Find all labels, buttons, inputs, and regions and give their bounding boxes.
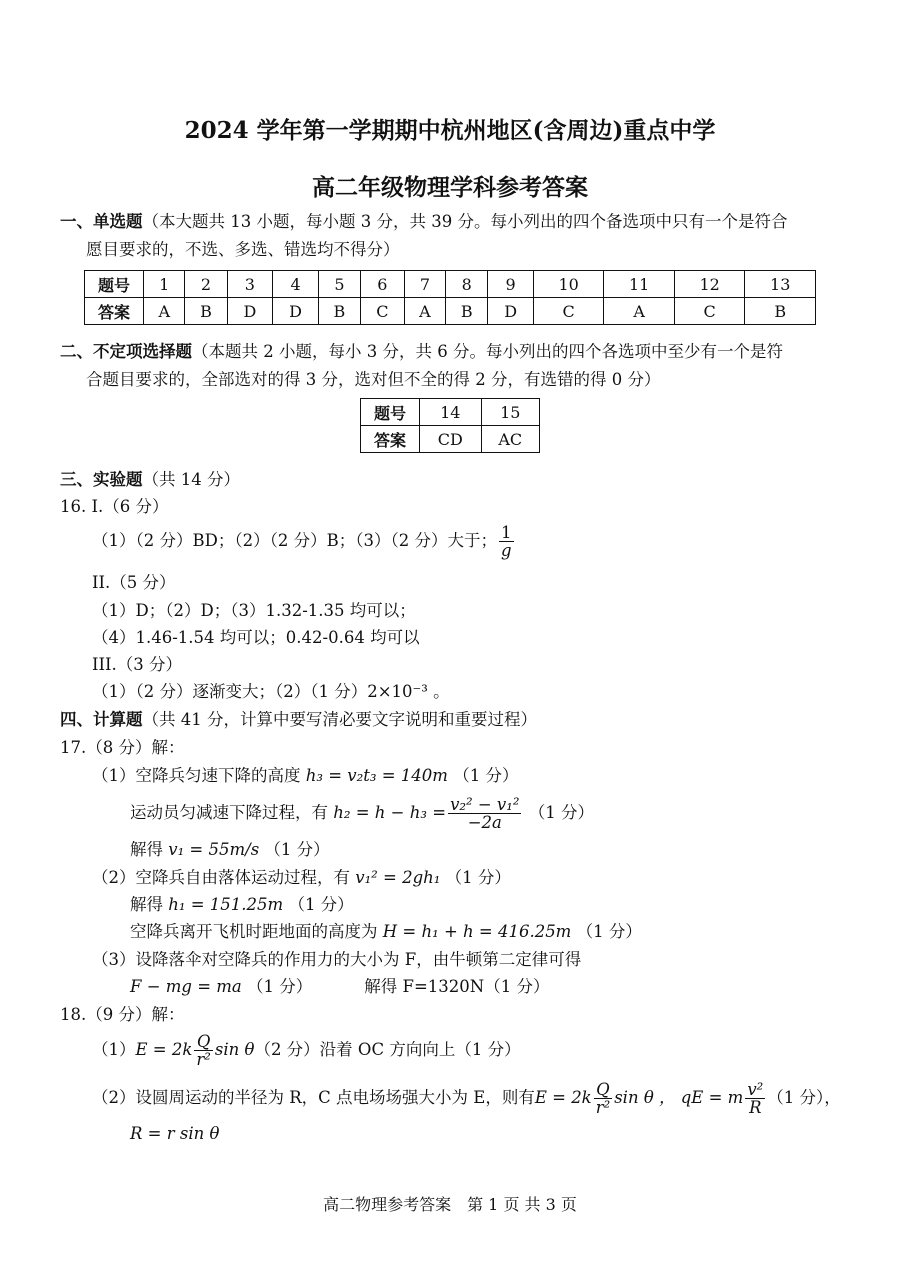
table-cell: 1 xyxy=(144,271,185,298)
fraction-numerator: Q xyxy=(194,1033,213,1051)
page-footer: 高二物理参考答案 第 1 页 共 3 页 xyxy=(323,1195,577,1214)
q17-text: 运动员匀减速下降过程，有 xyxy=(130,803,328,822)
q18-fraction xyxy=(745,1081,765,1116)
q18-equation: E = 2k xyxy=(534,1088,592,1107)
section2-answer-table xyxy=(360,398,540,453)
fraction-denominator: r² xyxy=(196,1050,211,1069)
q18-equation: E = 2k xyxy=(135,1040,193,1059)
q18-equation: sin θ ， xyxy=(614,1088,676,1107)
table-cell: D xyxy=(227,298,273,325)
q18-part1-line xyxy=(92,1030,521,1070)
q18-equation: R = r sin θ xyxy=(130,1124,220,1143)
table-cell: B xyxy=(745,298,816,325)
section4-desc: （共 41 分，计算中要写清必要文字说明和重要过程） xyxy=(142,710,537,729)
table-row xyxy=(85,298,816,325)
table-cell: CD xyxy=(420,426,482,453)
q17-part3-line2 xyxy=(130,977,549,997)
q18-part2-last xyxy=(130,1124,219,1144)
q17-text: （1）空降兵匀速下降的高度 xyxy=(92,766,301,785)
table-cell: 13 xyxy=(745,271,816,298)
q17-points: （1 分） xyxy=(576,922,642,941)
q18-text: （2 分）沿着 OC 方向向上（1 分） xyxy=(254,1040,521,1059)
q16-iii-heading: III.（3 分） xyxy=(92,655,183,674)
q18-equation: qE = m xyxy=(680,1088,744,1107)
row-label-question: 题号 xyxy=(85,271,144,298)
section2-desc2: 合题目要求的，全部选对的得 3 分，选对但不全的得 2 分，有选错的得 0 分） xyxy=(86,370,661,389)
table-cell: 2 xyxy=(185,271,227,298)
q17-text: （2）空降兵自由落体运动过程，有 xyxy=(92,868,350,887)
q18-text: （2）设圆周运动的半径为 R，C 点电场场强大小为 E，则有 xyxy=(92,1088,535,1107)
q18-fraction xyxy=(594,1081,613,1116)
fraction-numerator: v₂² − v₁² xyxy=(450,795,520,814)
q17-equation: h₂ = h − h₃ = xyxy=(333,803,447,822)
q18-equation: sin θ xyxy=(214,1040,255,1059)
q17-heading: 17.（8 分）解： xyxy=(60,738,185,757)
table-cell: B xyxy=(446,298,488,325)
section1-heading: 一、单选题 xyxy=(60,212,143,231)
q17-text: 解得 xyxy=(130,840,163,859)
q17-points: （1 分） xyxy=(445,868,511,887)
row-label-answer: 答案 xyxy=(85,298,144,325)
q17-fraction xyxy=(448,796,521,831)
q18-fraction xyxy=(194,1033,213,1068)
page-title: 2024 学年第一学期期中杭州地区(含周边)重点中学 xyxy=(184,117,716,144)
q17-points: （1 分） xyxy=(528,803,594,822)
q17-points: （1 分） xyxy=(264,840,330,859)
table-cell: 10 xyxy=(533,271,604,298)
row-label-question: 题号 xyxy=(361,399,420,426)
table-cell: A xyxy=(604,298,675,325)
q18-part2-line xyxy=(92,1078,841,1118)
fraction-denominator: −2a xyxy=(467,813,502,832)
table-cell: 8 xyxy=(446,271,488,298)
section1-desc1: （本大题共 13 小题，每小题 3 分，共 39 分。每小列出的四个备选项中只有一个是符合 xyxy=(142,212,788,231)
table-cell: D xyxy=(273,298,319,325)
q16-heading: 16. I.（6 分） xyxy=(60,497,169,516)
q17-equation: h₃ = v₂t₃ = 140m xyxy=(305,766,448,785)
table-cell: 7 xyxy=(404,271,445,298)
page-subtitle: 高二年级物理学科参考答案 xyxy=(312,174,588,201)
section1-intro xyxy=(60,212,787,232)
table-cell: A xyxy=(144,298,185,325)
q17-part2-line3 xyxy=(130,922,642,942)
section3-heading: 三、实验题 xyxy=(60,470,143,489)
table-cell: 14 xyxy=(420,399,482,426)
q17-text: 解得 xyxy=(130,895,163,914)
table-cell: 3 xyxy=(227,271,273,298)
section2-desc1: （本题共 2 小题，每小 3 分，共 6 分。每小列出的四个各选项中至少有一个是符 xyxy=(192,342,783,361)
section1-answer-table xyxy=(84,270,816,325)
q16-ii-line2: （4）1.46-1.54 均可以；0.42-0.64 均可以 xyxy=(92,628,420,647)
table-row xyxy=(361,426,540,453)
q17-equation: H = h₁ + h = 416.25m xyxy=(382,922,572,941)
q18-heading: 18.（9 分）解： xyxy=(60,1005,185,1024)
section2-heading: 二、不定项选择题 xyxy=(60,342,192,361)
q17-result: 解得 F=1320N（1 分） xyxy=(364,977,550,996)
section3-intro xyxy=(60,470,240,490)
table-cell: B xyxy=(318,298,360,325)
q17-points: （1 分） xyxy=(288,895,354,914)
section1-desc2: 愿目要求的，不选、多选、错选均不得分） xyxy=(86,240,400,259)
row-label-answer: 答案 xyxy=(361,426,420,453)
q17-part1-line1 xyxy=(92,766,518,786)
fraction-numerator: Q xyxy=(594,1081,613,1099)
table-cell: 6 xyxy=(360,271,404,298)
fraction-numerator: 1 xyxy=(499,524,514,542)
q17-equation: h₁ = 151.25m xyxy=(168,895,284,914)
q16-ii-heading: II.（5 分） xyxy=(92,573,176,592)
fraction-one-over-g xyxy=(499,524,514,559)
table-cell: C xyxy=(674,298,745,325)
q17-equation: F − mg = ma xyxy=(130,977,242,996)
fraction-numerator: v² xyxy=(747,1080,764,1099)
q17-equation: v₁² = 2gh₁ xyxy=(355,868,441,887)
fraction-denominator: R xyxy=(749,1098,762,1117)
q18-points: （1 分）， xyxy=(767,1088,841,1107)
q17-points: （1 分） xyxy=(453,766,519,785)
q17-part1-line2 xyxy=(130,793,594,833)
q17-part2-line1 xyxy=(92,868,511,888)
fraction-denominator: g xyxy=(500,541,512,560)
table-cell: A xyxy=(404,298,445,325)
table-cell: D xyxy=(488,298,534,325)
q16-part1-line xyxy=(92,524,516,559)
table-cell: C xyxy=(360,298,404,325)
table-cell: C xyxy=(533,298,604,325)
table-cell: 9 xyxy=(488,271,534,298)
section2-intro xyxy=(60,342,783,362)
table-cell: 4 xyxy=(273,271,319,298)
table-cell: 5 xyxy=(318,271,360,298)
q17-points: （1 分） xyxy=(247,977,313,996)
table-cell: B xyxy=(185,298,227,325)
table-cell: 15 xyxy=(481,399,540,426)
q17-text: 空降兵离开飞机时距地面的高度为 xyxy=(130,922,378,941)
table-cell: 11 xyxy=(604,271,675,298)
q17-part1-line3 xyxy=(130,840,330,860)
table-row xyxy=(85,271,816,298)
q17-equation: v₁ = 55m/s xyxy=(168,840,260,859)
q16-iii-line1: （1）（2 分）逐渐变大；（2）（1 分）2×10⁻³ 。 xyxy=(92,682,450,701)
table-cell: 12 xyxy=(674,271,745,298)
section4-intro xyxy=(60,710,537,730)
q17-part2-line2 xyxy=(130,895,354,915)
q16-part1-text: （1）（2 分）BD；（2）（2 分）B；（3）（2 分）大于； xyxy=(92,531,497,550)
q16-ii-line1: （1）D；（2）D；（3）1.32-1.35 均可以； xyxy=(92,601,416,620)
q17-part3-line1: （3）设降落伞对空降兵的作用力的大小为 F，由牛顿第二定律可得 xyxy=(92,950,582,969)
table-row xyxy=(361,399,540,426)
fraction-denominator: r² xyxy=(595,1098,611,1117)
table-cell: AC xyxy=(481,426,540,453)
q18-text: （1） xyxy=(92,1040,136,1059)
section3-desc: （共 14 分） xyxy=(142,470,240,489)
section4-heading: 四、计算题 xyxy=(60,710,143,729)
